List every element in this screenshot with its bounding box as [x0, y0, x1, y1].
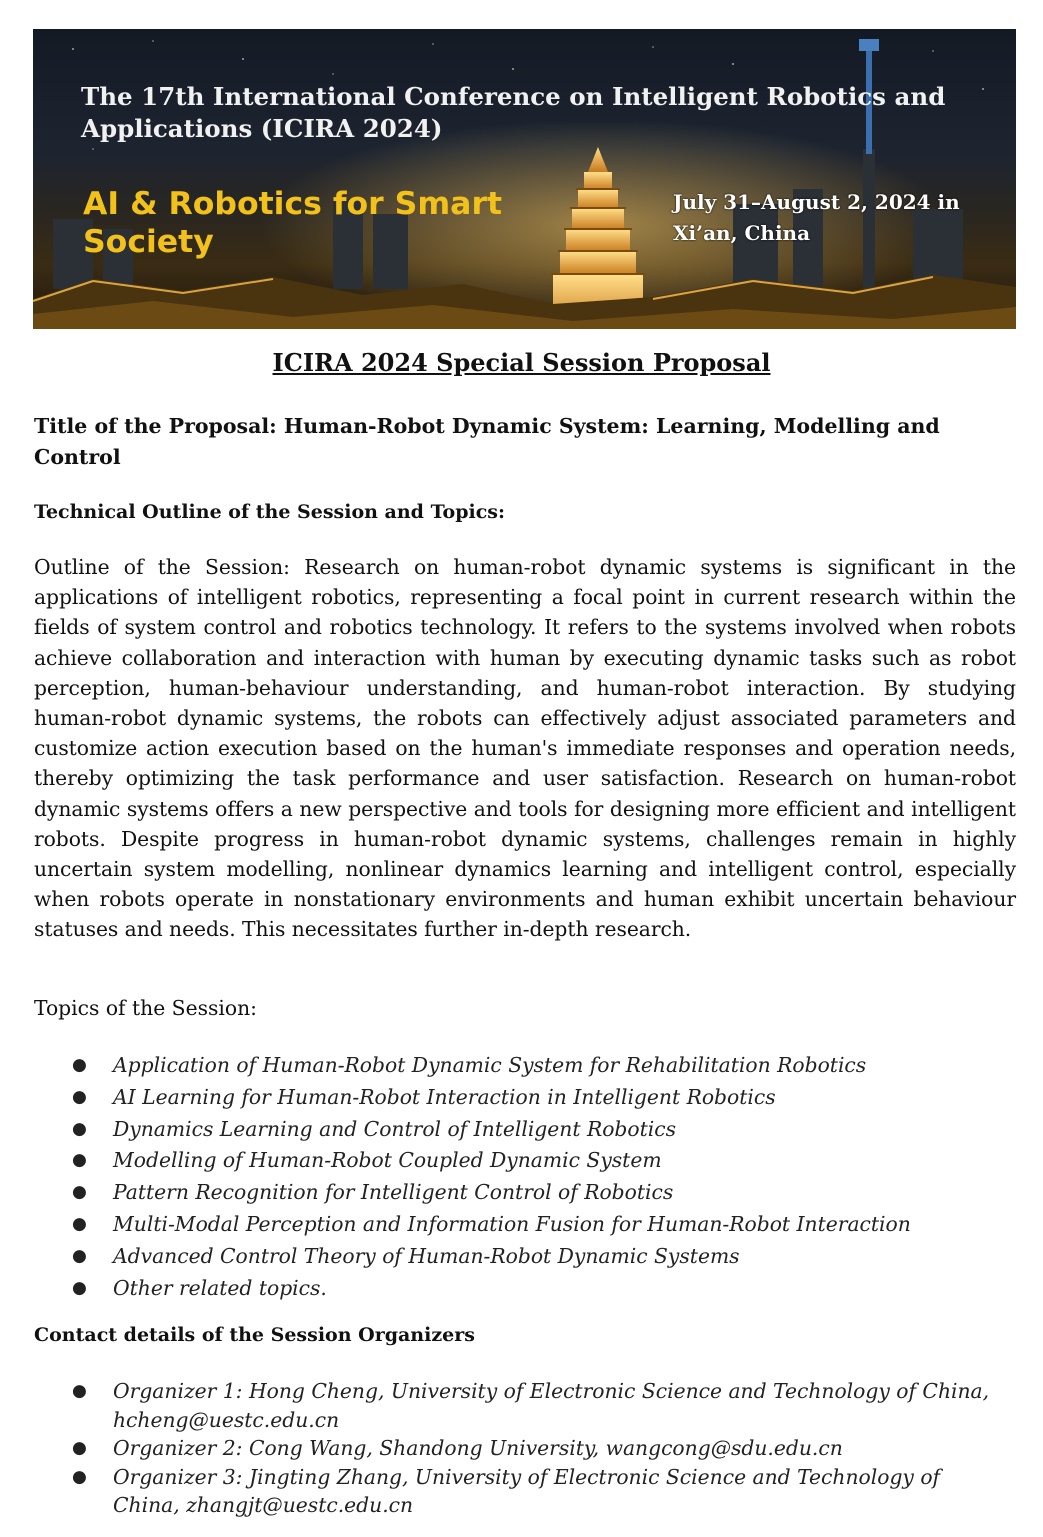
- list-item: [0, 1177, 993, 1209]
- bullet-icon: ●: [72, 1245, 87, 1266]
- bullet-icon: ●: [72, 1150, 87, 1171]
- list-item: [0, 1082, 993, 1114]
- outline-paragraph: Outline of the Session: Research on human-robot dynamic systems is significant in the applications of intelligent robotics, representing a focal point in current research within the fields of system control and robotics technology. It refers to the systems involved when robots achieve collaboration and interaction with human by executing dynamic tasks such as robot perception, human-behaviour understanding, and human-robot interaction. By studying human-robot dynamic systems, the robots can effectively adjust associated parameters and customize action execution based on the human's immediate responses and operation needs, thereby optimizing the task performance and user satisfaction. Research on human-robot dynamic systems offers a new perspective and tools for designing more efficient and intelligent robots. Despite progress in human-robot dynamic systems, challenges remain in highly uncertain system modelling, nonlinear dynamics learning and intelligent control, especially when robots operate in nonstationary environments and human exhibit uncertain behaviour statuses and needs. This necessitates further in-depth research.: [34, 555, 1016, 942]
- bullet-icon: ●: [72, 1182, 87, 1203]
- document-title: ICIRA 2024 Special Session Proposal: [272, 348, 771, 377]
- list-item: [0, 1050, 993, 1082]
- proposal-title: Title of the Proposal: Human-Robot Dynamic System: Learning, Modelling and Control: [34, 414, 940, 469]
- list-item: [0, 1209, 993, 1241]
- bullet-icon: ●: [72, 1438, 87, 1458]
- outline-heading: Technical Outline of the Session and Topics:: [34, 501, 505, 523]
- list-item: [0, 1377, 993, 1434]
- topic-text: Other related topics.: [113, 1275, 327, 1300]
- bullet-icon: ●: [72, 1213, 87, 1234]
- list-item: [0, 1463, 993, 1520]
- night-city-scene-image: [33, 29, 1016, 329]
- topic-text: Application of Human-Robot Dynamic System for Rehabilitation Robotics: [113, 1053, 867, 1077]
- organizer-text: Organizer 2: Cong Wang, Shandong University, wangcong@sdu.edu.cn: [113, 1436, 843, 1460]
- topics-label: Topics of the Session:: [34, 996, 257, 1020]
- topics-list: [0, 1050, 993, 1304]
- list-item: [0, 1114, 993, 1146]
- topic-text: Modelling of Human-Robot Coupled Dynamic System: [113, 1148, 662, 1173]
- topic-text: Advanced Control Theory of Human-Robot Dynamic Systems: [113, 1243, 740, 1268]
- list-item: [0, 1145, 993, 1177]
- organizer-text: Organizer 1: Hong Cheng, University of Electronic Science and Technology of China, hcheng@uestc.edu.cn: [113, 1379, 990, 1432]
- list-item: [0, 1273, 993, 1305]
- topic-text: Dynamics Learning and Control of Intelligent Robotics: [113, 1116, 677, 1141]
- topic-text: Pattern Recognition for Intelligent Control of Robotics: [113, 1180, 674, 1205]
- topic-text: Multi-Modal Perception and Information Fusion for Human-Robot Interaction: [113, 1211, 911, 1236]
- banner-conference-title: The 17th International Conference on Intelligent Robotics and Applications (ICIRA 2024): [81, 82, 946, 143]
- list-item: [0, 1241, 993, 1273]
- bullet-icon: ●: [72, 1086, 87, 1107]
- organizer-text: Organizer 3: Jingting Zhang, University of Electronic Science and Technology of China, zhangjt@uestc.edu.cn: [113, 1464, 941, 1517]
- bullet-icon: ●: [72, 1381, 87, 1401]
- bullet-icon: ●: [72, 1466, 87, 1487]
- topic-text: AI Learning for Human-Robot Interaction in Intelligent Robotics: [113, 1084, 776, 1109]
- bullet-icon: ●: [72, 1055, 87, 1075]
- banner-date-location: July 31–August 2, 2024 in Xi’an, China: [673, 190, 960, 245]
- contact-heading: Contact details of the Session Organizers: [34, 1324, 475, 1346]
- bullet-icon: ●: [72, 1277, 87, 1298]
- bullet-icon: ●: [72, 1118, 87, 1139]
- list-item: [0, 1434, 993, 1463]
- organizers-list: [0, 1377, 993, 1520]
- conference-banner: [33, 29, 1016, 329]
- banner-slogan: AI & Robotics for Smart Society: [83, 186, 503, 260]
